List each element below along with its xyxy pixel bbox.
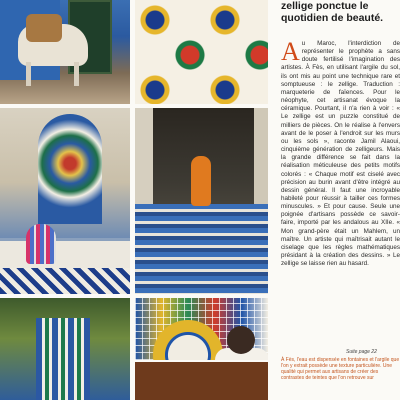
article-heading <box>281 0 400 24</box>
photo-donkey-street <box>0 0 130 104</box>
photo-fountain <box>0 108 130 294</box>
drop-cap: A <box>281 37 300 66</box>
heading-line-2: quotidien de beauté. <box>281 12 384 24</box>
article-text: u Maroc, l'interdiction de représenter le prophète a sans doute fertilisé l'imagination des artistes. À Fès, en utilisant l'argile du sol, ils ont mis au point une technique rare et somptueuse : le zellige. Traduction : marqueterie de faïences. Pour le néophyte, cet artisanat évoque la céramique. Pourtant, il n'a rien à voir : « Le zellige est un puzzle constitué de milliers de pièces. On le réalise à l'envers avant de le poser à l'endroit sur les murs ou les sols », raconte Jamil Alaoui, cinquième génération de zelligeurs. Mais la grande différence se fait dans la réalisation méticuleuse des petits motifs colorés : « Chaque motif est ciselé avec précision au burin avant d'être intégré au dessin général. Il faut une incroyable habileté pour réussir à tailler ces formes minuscules. » Et pour cause. Seule une poignée d'artisans possède ce savoir-faire, importé par les andalous au XIIe. « Mon grand-père était un Mahlem, un maître. Un artiste qui maîtrisait autant le ciselage que les règles mathématiques présidant à la création des dessins. » Le zellige se laisse rien au hasard. <box>281 40 400 268</box>
article-body <box>281 37 400 268</box>
photo-craftsman <box>135 298 268 360</box>
photo-alley <box>0 298 130 400</box>
photo-stairs <box>135 108 268 294</box>
continuation-note: Suite page 22 <box>346 349 377 355</box>
photo-caption: À Fès, l'eau est dispensée en fontaines et l'argile que l'on y extrait possède une texture particulière. Une qualité qui permet aux artisans de créer des contrastes de teintes que l'on retrouve sur <box>281 357 400 382</box>
photo-craftsman-lower <box>135 362 268 400</box>
photo-zellige-stars <box>135 0 268 104</box>
heading-line-1: zellige ponctue le <box>281 0 369 12</box>
